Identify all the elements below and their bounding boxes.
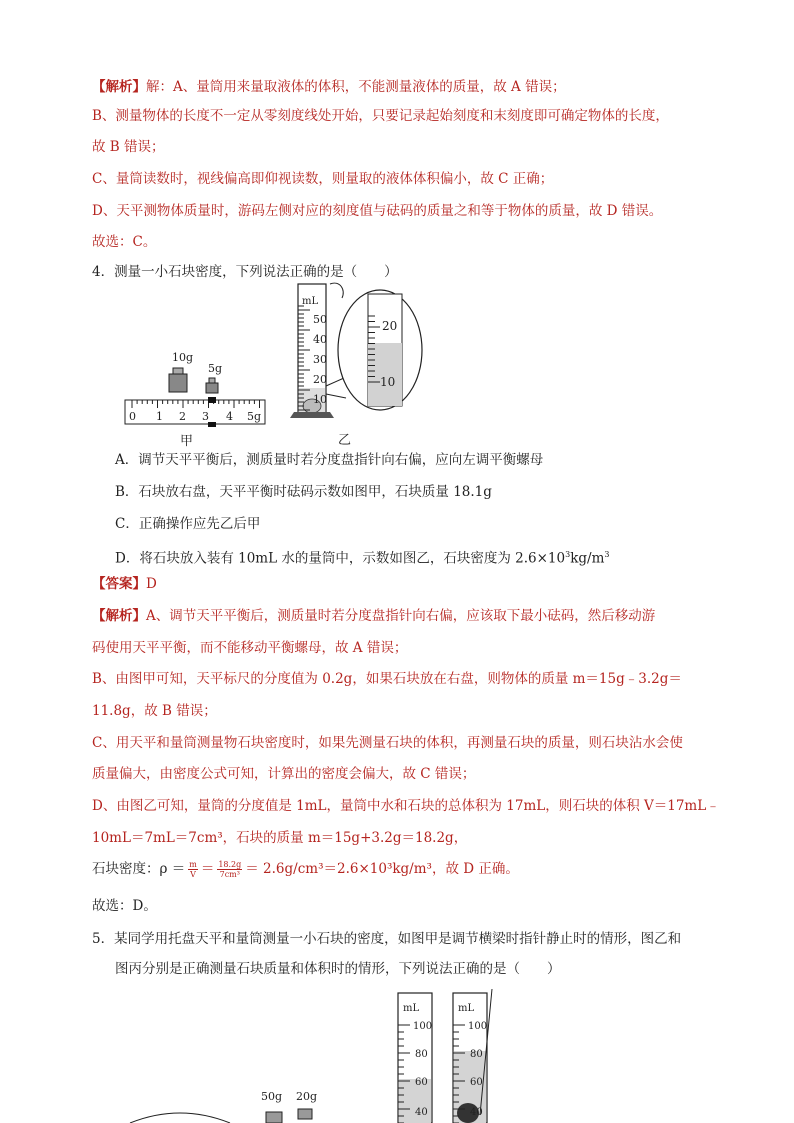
cyl-tick-10: 10 (313, 393, 327, 406)
weight-20g-icon (298, 1109, 312, 1119)
q4-option-b: B．石块放右盘，天平平衡时砝码示数如图甲，石块质量 18.1g (115, 484, 492, 500)
figure-yi (280, 278, 440, 448)
analysis-tag: 【解析】 (92, 608, 146, 624)
figure-jia (122, 345, 272, 450)
q4-conclusion: 故选：D。 (92, 898, 157, 914)
q4-analysis-line8: 10mL＝7mL＝7cm³，石块的质量 m＝15g+3.2g＝18.2g， (92, 830, 468, 846)
rider-bottom (208, 422, 216, 427)
q4-option-d: D．将石块放入装有 10mL 水的量筒中，示数如图乙，石块密度为 $2.6\times 10^3kg/m^3$ (115, 550, 610, 567)
cyl-tick-30: 30 (313, 353, 327, 366)
q4-analysis-line3: B、由图甲可知，天平标尺的分度值为 0.2g，如果石块放在右盘，则物体的质量 m＝15g﹣3.2g＝ (92, 671, 682, 687)
q4-analysis-line6: 质量偏大，由密度公式可知，计算出的密度会偏大，故 C 错误； (92, 766, 476, 782)
weight-50g-icon (266, 1112, 282, 1123)
weight-10g-label: 10g (172, 351, 194, 364)
q4-stem: 4．测量一小石块密度，下列说法正确的是（ ） (92, 264, 398, 280)
q3-analysis-text: 解：A、量筒用来量取液体的体积，不能测量液体的质量，故 A 错误； (146, 79, 566, 95)
scale-label-2: 2 (179, 410, 186, 423)
q3-analysis-line4: C、量筒读数时，视线偏高即仰视读数，则量取的液体体积偏小，故 C 正确； (92, 171, 554, 187)
weight-5g-icon (206, 383, 218, 393)
cylinder-base (290, 412, 334, 418)
weight-20g-label: 20g (296, 1090, 318, 1103)
q4-option-c: C．正确操作应先乙后甲 (115, 516, 261, 532)
q4-analysis-density: 石块密度：ρ ＝ $\frac{m}{V}$ ＝ $\frac{18.2g}{\text{7cm³}}$ ＝ 2.6g/cm³＝2.6×10³kg/m³，故 D 正确。 (92, 860, 519, 879)
answer-tag: 【答案】 (92, 576, 146, 592)
q3-analysis-line2: B、测量物体的长度不一定从零刻度线处开始，只要记录起始刻度和末刻度即可确定物体的长度， (92, 108, 669, 124)
svg-text:60: 60 (415, 1077, 428, 1088)
q4-analysis-line1: 【解析】A、调节天平平衡后，测质量时若分度盘指针向右偏，应该取下最小砝码，然后移动游 (92, 608, 656, 624)
analysis-tag: 【解析】 (92, 79, 146, 95)
q4-analysis-line5: C、用天平和量筒测量物石块密度时，如果先测量石块的体积，再测量石块的质量，则石块沾水会使 (92, 735, 683, 751)
weight-50g-label: 50g (261, 1090, 283, 1103)
scale-label-5: 5g (247, 410, 262, 423)
q3-analysis-line3: 故 B 错误； (92, 139, 165, 155)
zoom-tick-10: 10 (380, 375, 396, 389)
scale-label-4: 4 (226, 410, 233, 423)
svg-text:80: 80 (470, 1049, 483, 1060)
scale-label-0: 0 (129, 410, 136, 423)
density-prefix: 石块密度：ρ ＝ (92, 861, 186, 877)
scale-label-3: 3 (202, 410, 209, 423)
cyl-tick-20: 20 (313, 373, 327, 386)
zoom-tick-20: 20 (382, 319, 398, 333)
svg-text:100: 100 (468, 1021, 488, 1032)
weight-10g-icon (169, 374, 187, 392)
answer-value: D (146, 576, 157, 592)
svg-text:40: 40 (415, 1107, 428, 1118)
svg-text:40: 40 (470, 1107, 483, 1118)
q4-analysis-line2: 码使用天平平衡，而不能移动平衡螺母，故 A 错误； (92, 640, 408, 656)
fraction-values: $\frac{18.2g}{\text{7cm³}}$ (218, 860, 242, 879)
q5-cyl1-unit: mL (403, 1003, 420, 1014)
q3-analysis-line1 (92, 78, 566, 96)
figure-jia-label: 甲 (180, 434, 194, 449)
q5-cyl2-unit: mL (458, 1003, 475, 1014)
q4-option-a: A．调节天平平衡后，测质量时若分度盘指针向右偏，应向左调平衡螺母 (115, 452, 544, 468)
svg-text:100: 100 (413, 1021, 433, 1032)
balance-pan-outline (130, 1113, 230, 1123)
zoom-connector (326, 378, 346, 398)
q4-analysis-line7: D、由图乙可知，量筒的分度值是 1mL，量筒中水和石块的总体积为 17mL，则石块的体积 V＝17mL﹣ (92, 798, 720, 814)
fraction-m-v: $\frac{m}{V}$ (189, 860, 197, 879)
q5-figure (120, 985, 520, 1123)
q5-stem-line1: 5．某同学用托盘天平和量筒测量一小石块的密度，如图甲是调节横梁时指针静止时的情形，图乙和 (92, 931, 682, 947)
weight-5g-label: 5g (208, 362, 223, 375)
svg-text:60: 60 (470, 1077, 483, 1088)
rider-top (208, 397, 216, 403)
q3-analysis-line5: D、天平测物体质量时，游码左侧对应的刻度值与砝码的质量之和等于物体的质量，故 D 错误。 (92, 203, 663, 219)
q3-analysis-line6: 故选：C。 (92, 234, 157, 250)
q4-answer (92, 575, 157, 593)
q5-stem-line2: 图丙分别是正确测量石块质量和体积时的情形，下列说法正确的是（ ） (115, 961, 561, 977)
cyl-tick-40: 40 (313, 333, 327, 346)
cylinder-unit: mL (302, 296, 319, 307)
scale-label-1: 1 (156, 410, 163, 423)
cyl-tick-50: 50 (313, 313, 327, 326)
figure-yi-label: 乙 (338, 433, 352, 448)
q4-analysis-line4: 11.8g，故 B 错误； (92, 703, 217, 719)
svg-text:80: 80 (415, 1049, 428, 1060)
